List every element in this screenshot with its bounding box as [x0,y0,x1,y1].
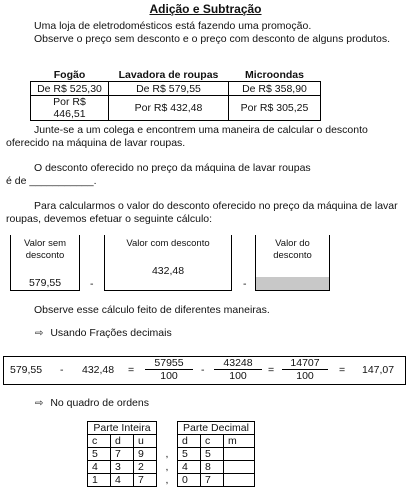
box2-label: Valor com desconto [126,238,210,249]
int-part-header: Parte Inteira [88,422,157,435]
col-header: u [134,435,157,448]
price-cell: Por R$ 305,25 [229,96,321,121]
fraction-3 [282,357,328,382]
task3: Para calcularmos o valor do desconto oferecido no preço da máquina de lavar roupas, devemos efetuar o seguinte cálculo: [6,200,398,225]
ordens-table [87,421,255,487]
dec-part-header: Parte Decimal [178,422,255,435]
price-cell: Por R$ 432,48 [109,96,229,121]
arrow-right-icon: ⇨ [35,328,44,339]
box2-value: 432,48 [151,265,185,277]
col-header: c [88,435,111,448]
decimal-comma: , [165,461,169,473]
fraction-2-den: 100 [229,370,247,382]
task2 [6,162,401,187]
digit-cell: 4 [178,461,201,474]
box3-label: Valor do desconto [273,238,312,261]
header-fogao: Fogão [31,68,109,82]
digit-cell [224,474,255,487]
digit-cell: 5 [88,448,111,461]
digit-cell: 8 [201,461,224,474]
eq-equals-1: = [128,364,135,376]
decimal-comma: , [165,448,169,460]
table-row [88,448,255,461]
eq-equals-3: = [339,364,346,376]
method1-label: Usando Frações decimais [50,327,172,339]
table-row [31,82,321,96]
fraction-1 [145,357,193,382]
table-row [31,96,321,121]
price-cell: De R$ 358,90 [229,82,321,96]
digit-cell: 1 [88,474,111,487]
page-title: Adição e Subtração [149,2,262,16]
eq-equals-2: = [268,364,275,376]
box1-label: Valor sem desconto [23,238,67,261]
task1: Junte-se a um colega e encontrem uma maneira de calcular o desconto oferecido na máquina de lavar roupas. [6,124,368,149]
intro-line-1: Uma loja de eletrodomésticos está fazendo uma promoção. [34,20,312,32]
task2-line-2: é de ___________. [6,174,97,187]
intro-line-2: Observe o preço sem desconto e o preço com desconto de alguns produtos. [34,32,391,45]
col-header: c [201,435,224,448]
answer-area [256,277,329,290]
digit-cell: 7 [111,448,134,461]
digit-cell: 7 [134,474,157,487]
digit-cell: 7 [201,474,224,487]
header-lavadora: Lavadora de roupas [109,68,229,82]
digit-cell: 5 [201,448,224,461]
prices-table [30,68,321,121]
digit-cell: 4 [88,461,111,474]
price-cell: Por R$ 446,51 [31,96,109,121]
arrow-right-icon: ⇨ [35,398,44,409]
method1 [35,327,172,341]
fraction-2 [214,357,262,382]
table-row [88,474,255,487]
digit-cell: 4 [111,474,134,487]
fraction-1-num: 57955 [145,357,193,370]
price-cell: De R$ 579,55 [109,82,229,96]
task2-line-1: O desconto oferecido no preço da máquina de lavar roupas [34,162,311,174]
box1-value: 579,55 [28,277,62,289]
eq-op1: - [60,364,64,376]
eq-result: 147,07 [362,364,395,376]
col-header: d [111,435,134,448]
digit-cell: 3 [111,461,134,474]
box-sem-desconto [10,235,80,291]
fraction-1-den: 100 [160,370,178,382]
fraction-3-den: 100 [296,370,314,382]
eq-b: 432,48 [82,364,115,376]
fraction-2-num: 43248 [214,357,262,370]
table-row [88,461,255,474]
intro [6,20,401,45]
equation-box [3,356,406,385]
digit-cell [224,461,255,474]
digit-cell [224,448,255,461]
col-header: m [224,435,255,448]
method2-label: No quadro de ordens [50,397,149,409]
digit-cell: 9 [134,448,157,461]
col-header: d [178,435,201,448]
fraction-3-num: 14707 [282,357,328,370]
minus-sign: - [243,278,247,290]
eq-a: 579,55 [10,364,43,376]
minus-sign: - [90,278,94,290]
header-microondas: Microondas [229,68,321,82]
box-valor-desconto [255,235,330,291]
box-com-desconto [104,235,232,291]
decimal-comma: , [165,474,169,486]
digit-cell: 0 [178,474,201,487]
digit-cell: 5 [178,448,201,461]
method2 [35,397,149,411]
digit-cell: 2 [134,461,157,474]
price-cell: De R$ 525,30 [31,82,109,96]
eq-op2: - [201,364,205,376]
observe-text: Observe esse cálculo feito de diferentes maneiras. [34,304,270,316]
